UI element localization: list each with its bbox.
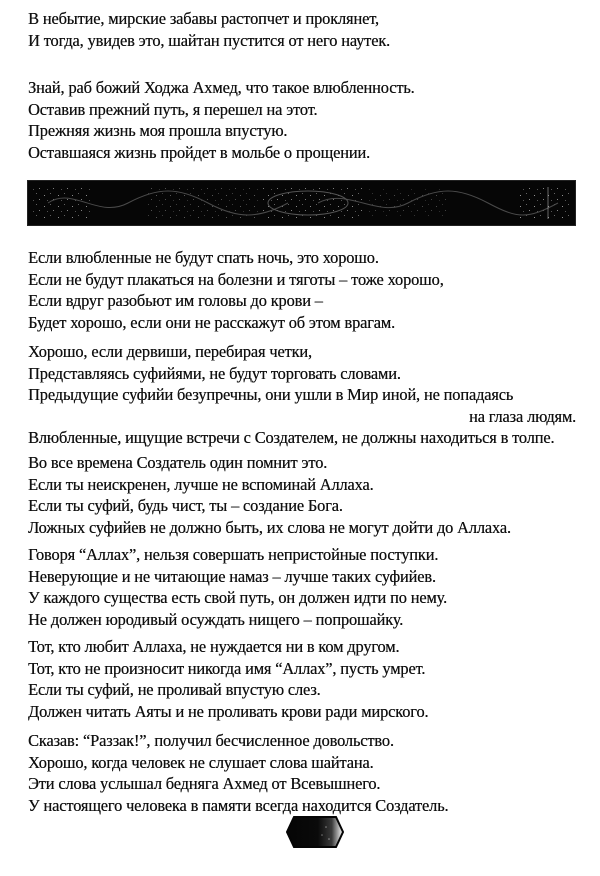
verse-line: Влюбленные, ищущие встречи с Создателем, не должны находиться в толпе. — [28, 428, 555, 448]
verse-line: Если вдруг разобьют им головы до крови – — [28, 291, 323, 311]
stanza-1 — [28, 8, 576, 51]
verse-line: Хорошо, если дервиши, перебирая четки, — [28, 342, 312, 361]
verse-line: Должен читать Аяты и не проливать крови ради мирского. — [28, 701, 429, 721]
verse-line: Знай, раб божий Ходжа Ахмед, что такое влюбленность. — [28, 78, 415, 97]
verse-line: В небытие, мирские забавы растопчет и проклянет, — [28, 9, 379, 28]
verse-line: Сказав: “Раззак!”, получил бесчисленное довольство. — [28, 731, 394, 750]
verse-line: Хорошо, когда человек не слушает слова шайтана. — [28, 752, 374, 772]
stanza-6 — [28, 544, 576, 630]
verse-line: Представляясь суфийями, не будут торговать словами. — [28, 363, 401, 383]
verse-line: Будет хорошо, если они не расскажут об этом врагам. — [28, 312, 395, 332]
stanza-3 — [28, 247, 576, 333]
verse-line: Оставив прежний путь, я перешел на этот. — [28, 99, 318, 119]
verse-line: Тот, кто не произносит никогда имя “Аллах”, пусть умрет. — [28, 658, 426, 678]
ornamental-divider-banner-icon — [28, 181, 575, 225]
stanza-2 — [28, 77, 576, 163]
verse-line-continuation: на глаза людям. — [468, 406, 576, 426]
verse-line: Не должен юродивый осуждать нищего – попрошайку. — [28, 609, 404, 629]
stanza-8 — [28, 730, 576, 816]
verse-line: Предыдущие суфийи безупречны, они ушли в Мир иной, не попадаясь — [28, 385, 514, 405]
verse-line: Ложных суфийев не должно быть, их слова не могут дойти до Аллаха. — [28, 517, 511, 537]
hexagon-page-ornament-icon — [286, 815, 344, 849]
stanza-5 — [28, 452, 576, 538]
verse-line: И тогда, увидев это, шайтан пустится от него наутек. — [28, 30, 390, 50]
verse-line: Говоря “Аллах”, нельзя совершать непристойные поступки. — [28, 545, 439, 564]
verse-line: Если ты суфий, не проливай впустую слез. — [28, 680, 321, 700]
verse-line: Оставшаяся жизнь пройдет в мольбе о прощении. — [28, 142, 370, 162]
stanza-7 — [28, 636, 576, 722]
verse-line: Неверующие и не читающие намаз – лучше таких суфийев. — [28, 566, 436, 586]
verse-line: Тот, кто любит Аллаха, не нуждается ни в ком другом. — [28, 637, 400, 656]
stanza-4 — [28, 341, 576, 449]
verse-line: Эти слова услышал бедняга Ахмед от Всевышнего. — [28, 774, 381, 794]
verse-line: Прежняя жизнь моя прошла впустую. — [28, 121, 288, 141]
verse-line: Если ты суфий, будь чист, ты – создание Бога. — [28, 496, 343, 516]
verse-line: У настоящего человека в памяти всегда находится Создатель. — [28, 795, 449, 815]
verse-line: Если ты неискренен, лучше не вспоминай Аллаха. — [28, 474, 374, 494]
verse-line: Если не будут плакаться на болезни и тяготы – тоже хорошо, — [28, 269, 444, 289]
verse-line: Во все времена Создатель один помнит это. — [28, 453, 328, 472]
verse-line: У каждого существа есть свой путь, он должен идти по нему. — [28, 588, 447, 608]
verse-line: Если влюбленные не будут спать ночь, это хорошо. — [28, 248, 379, 267]
